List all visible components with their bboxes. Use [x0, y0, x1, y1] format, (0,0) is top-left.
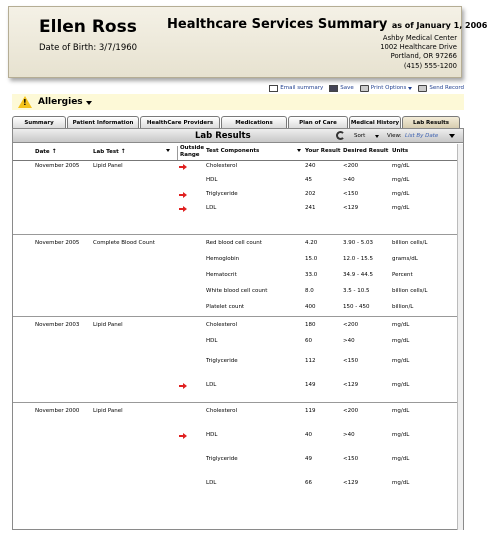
- component-name: Triglyceride: [206, 358, 238, 364]
- component-name: Red blood cell count: [206, 240, 262, 246]
- component-desired: 3.5 - 10.5: [343, 288, 370, 294]
- component-result: 202: [305, 191, 316, 197]
- component-result: 180: [305, 322, 316, 328]
- sort-arrow-icon: ↑: [120, 148, 126, 155]
- printer-icon: [360, 85, 369, 92]
- component-result: 33.0: [305, 272, 318, 278]
- component-units: mg/dL: [392, 382, 410, 388]
- email-icon: [269, 85, 278, 92]
- col-outside-label-1: Outside: [180, 145, 205, 151]
- save-icon: [329, 85, 338, 92]
- component-desired: >40: [343, 177, 355, 183]
- component-result: 60: [305, 338, 312, 344]
- save-button[interactable]: [329, 85, 354, 92]
- result-lab-test: Lipid Panel: [93, 322, 123, 328]
- component-desired: 12.0 - 15.5: [343, 256, 373, 262]
- tab-summary[interactable]: Summary: [12, 116, 66, 128]
- allergies-label: Allergies: [38, 97, 83, 107]
- col-your-result: Your Result: [305, 148, 341, 154]
- result-lab-test: Complete Blood Count: [93, 240, 155, 246]
- tab-lab-results[interactable]: Lab Results: [402, 116, 460, 128]
- panel-header: [13, 129, 463, 143]
- warning-icon: !: [18, 96, 32, 108]
- patient-name: Ellen Ross: [39, 17, 137, 37]
- component-name: Hemoglobin: [206, 256, 240, 262]
- outside-range-arrow-icon: [179, 164, 187, 170]
- component-units: billion cells/L: [392, 240, 428, 246]
- component-units: mg/dL: [392, 322, 410, 328]
- table-header: [13, 143, 463, 161]
- component-name: Cholesterol: [206, 163, 238, 169]
- component-result: 45: [305, 177, 312, 183]
- component-result: 119: [305, 408, 316, 414]
- tab-patient-information[interactable]: Patient Information: [67, 116, 139, 128]
- column-divider: [177, 146, 178, 160]
- col-desired-result: Desired Result: [343, 148, 389, 154]
- chevron-down-icon[interactable]: [166, 149, 170, 154]
- view-select[interactable]: List By Date: [405, 133, 439, 139]
- component-name: Cholesterol: [206, 322, 238, 328]
- component-name: Triglyceride: [206, 456, 238, 462]
- component-result: 149: [305, 382, 316, 388]
- summary-title-text: Healthcare Services Summary: [167, 17, 388, 32]
- component-desired: <200: [343, 322, 359, 328]
- component-desired: 34.9 - 44.5: [343, 272, 373, 278]
- component-desired: <200: [343, 163, 359, 169]
- component-result: 15.0: [305, 256, 318, 262]
- group-divider: [13, 402, 463, 403]
- group-divider: [13, 316, 463, 317]
- date-of-birth: Date of Birth: 3/7/1960: [39, 43, 138, 53]
- component-units: mg/dL: [392, 480, 410, 486]
- component-name: Platelet count: [206, 304, 245, 310]
- component-name: LDL: [206, 480, 217, 486]
- refresh-icon[interactable]: [336, 131, 345, 140]
- view-label: View:: [387, 133, 402, 139]
- component-units: grams/dL: [392, 256, 418, 262]
- component-desired: <129: [343, 480, 359, 486]
- component-result: 241: [305, 205, 316, 211]
- email-summary-button[interactable]: [269, 85, 323, 92]
- component-desired: >40: [343, 338, 355, 344]
- center-street: 1002 Healthcare Drive: [380, 43, 457, 52]
- print-options-button[interactable]: [360, 84, 413, 92]
- summary-toolbar: [269, 83, 464, 93]
- col-date-label: Date: [35, 149, 50, 155]
- component-desired: <200: [343, 408, 359, 414]
- component-desired: 3.90 - 5.03: [343, 240, 373, 246]
- component-result: 240: [305, 163, 316, 169]
- component-units: mg/dL: [392, 191, 410, 197]
- component-units: mg/dL: [392, 163, 410, 169]
- col-date[interactable]: [35, 148, 57, 155]
- component-name: Triglyceride: [206, 191, 238, 197]
- component-desired: <150: [343, 456, 359, 462]
- chevron-down-icon: [408, 87, 412, 92]
- col-lab-test-label: Lab Test: [93, 149, 119, 155]
- component-units: mg/dL: [392, 177, 410, 183]
- component-name: Hematocrit: [206, 272, 237, 278]
- scrollbar[interactable]: [457, 144, 463, 530]
- component-result: 8.0: [305, 288, 314, 294]
- component-name: LDL: [206, 382, 217, 388]
- component-name: HDL: [206, 432, 218, 438]
- component-name: HDL: [206, 177, 218, 183]
- group-divider: [13, 234, 463, 235]
- outside-range-arrow-icon: [179, 383, 187, 389]
- outside-range-arrow-icon: [179, 192, 187, 198]
- component-units: mg/dL: [392, 408, 410, 414]
- center-city: Portland, OR 97266: [390, 52, 457, 61]
- lab-results-panel: [12, 128, 464, 530]
- component-name: Cholesterol: [206, 408, 238, 414]
- allergies-bar[interactable]: [12, 94, 464, 110]
- col-outside-range: [180, 145, 204, 158]
- sort-label[interactable]: Sort: [354, 133, 366, 139]
- send-record-button[interactable]: [418, 85, 464, 92]
- tab-medical-history[interactable]: Medical History: [349, 116, 401, 128]
- component-result: 400: [305, 304, 316, 310]
- component-desired: <129: [343, 205, 359, 211]
- result-date: November 2005: [35, 240, 80, 246]
- result-date: November 2000: [35, 408, 80, 414]
- send-record-label: Send Record: [429, 85, 464, 91]
- chevron-down-icon: [86, 101, 92, 108]
- col-lab-test[interactable]: [93, 148, 126, 155]
- center-phone: (415) 555-1200: [403, 61, 457, 70]
- patient-header-card: [8, 6, 487, 78]
- center-name: Ashby Medical Center: [382, 34, 457, 42]
- component-desired: <150: [343, 191, 359, 197]
- sort-arrow-icon: ↑: [51, 148, 57, 155]
- summary-as-of: as of January 1, 2006: [391, 21, 487, 30]
- component-result: 112: [305, 358, 316, 364]
- print-options-label: Print Options: [370, 85, 407, 91]
- component-units: billion cells/L: [392, 288, 428, 294]
- component-name: LDL: [206, 205, 217, 211]
- collapse-icon[interactable]: [449, 134, 455, 141]
- col-test-components[interactable]: Test Components: [206, 148, 260, 154]
- medical-center-address: [380, 34, 457, 71]
- component-units: mg/dL: [392, 338, 410, 344]
- component-units: billion/L: [392, 304, 414, 310]
- component-units: mg/dL: [392, 358, 410, 364]
- component-result: 66: [305, 480, 312, 486]
- component-result: 40: [305, 432, 312, 438]
- outside-range-arrow-icon: [179, 433, 187, 439]
- component-desired: <129: [343, 382, 359, 388]
- result-lab-test: Lipid Panel: [93, 163, 123, 169]
- chevron-down-icon[interactable]: [375, 135, 379, 140]
- result-date: November 2003: [35, 322, 80, 328]
- component-units: mg/dL: [392, 432, 410, 438]
- panel-title: Lab Results: [195, 131, 251, 141]
- component-name: White blood cell count: [206, 288, 268, 294]
- component-result: 49: [305, 456, 312, 462]
- component-desired: >40: [343, 432, 355, 438]
- component-result: 4.20: [305, 240, 318, 246]
- component-units: Percent: [392, 272, 413, 278]
- email-summary-label: Email summary: [280, 85, 324, 91]
- component-desired: 150 - 450: [343, 304, 370, 310]
- section-tabs: [12, 116, 464, 128]
- col-outside-label-2: Range: [180, 151, 200, 158]
- tab-healthcare-providers[interactable]: HealthCare Providers: [140, 116, 220, 128]
- result-date: November 2005: [35, 163, 80, 169]
- save-label: Save: [340, 85, 354, 91]
- outside-range-arrow-icon: [179, 206, 187, 212]
- component-name: HDL: [206, 338, 218, 344]
- col-units: Units: [392, 148, 409, 154]
- tab-medications[interactable]: Medications: [221, 116, 287, 128]
- chevron-down-icon[interactable]: [297, 149, 301, 154]
- component-units: mg/dL: [392, 456, 410, 462]
- send-icon: [418, 85, 427, 92]
- result-lab-test: Lipid Panel: [93, 408, 123, 414]
- component-desired: <150: [343, 358, 359, 364]
- summary-title: [167, 17, 487, 32]
- component-units: mg/dL: [392, 205, 410, 211]
- tab-plan-of-care[interactable]: Plan of Care: [288, 116, 348, 128]
